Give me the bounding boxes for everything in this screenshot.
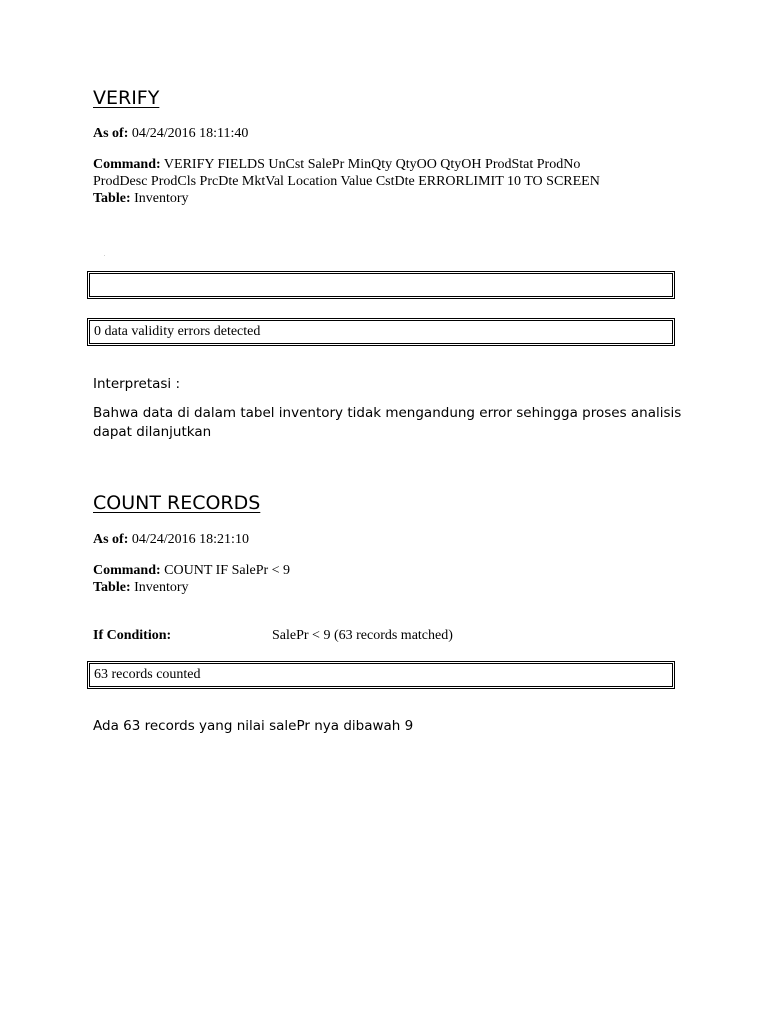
count-result-box <box>87 661 675 689</box>
count-table-line <box>93 579 673 596</box>
verify-result-text: 0 data validity errors detected <box>94 324 261 339</box>
count-command-block <box>93 562 673 596</box>
verify-command-block <box>93 156 673 207</box>
verify-heading: VERIFY <box>93 87 160 109</box>
as-of-value: 04/24/2016 18:21:10 <box>131 532 249 547</box>
count-as-of <box>93 531 249 548</box>
verify-empty-box <box>87 271 675 299</box>
interpretation-label: Interpretasi : <box>93 376 181 392</box>
verify-result-box <box>87 318 675 346</box>
verify-table-line <box>93 190 673 207</box>
if-condition-label: If Condition: <box>93 628 172 643</box>
command-value: COUNT IF SalePr < 9 <box>164 563 291 578</box>
conclusion-text: Ada 63 records yang nilai salePr nya dibawah 9 <box>93 718 414 734</box>
command-value-line2: ProdDesc ProdCls PrcDte MktVal Location Value CstDte ERRORLIMIT 10 TO SCREEN <box>93 174 600 189</box>
as-of-label: As of: <box>93 532 129 547</box>
verify-as-of <box>93 125 248 142</box>
if-condition-row <box>93 627 171 644</box>
command-value-line1: VERIFY FIELDS UnCst SalePr MinQty QtyOO QtyOH ProdStat ProdNo <box>163 157 581 172</box>
count-records-heading: COUNT RECORDS <box>93 492 261 514</box>
interpretation-text: Bahwa data di dalam tabel inventory tidak mengandung error sehingga proses analisis dapat dilanjutkan <box>93 405 682 440</box>
table-value: Inventory <box>134 580 189 595</box>
count-command-line <box>93 562 673 579</box>
command-label: Command: <box>93 157 161 172</box>
table-label: Table: <box>93 191 131 206</box>
stray-dot <box>104 255 105 256</box>
command-label: Command: <box>93 563 161 578</box>
count-result-text: 63 records counted <box>94 667 201 682</box>
table-value: Inventory <box>134 191 189 206</box>
as-of-value: 04/24/2016 18:11:40 <box>131 126 249 141</box>
as-of-label: As of: <box>93 126 129 141</box>
verify-command-line1 <box>93 156 673 173</box>
table-label: Table: <box>93 580 131 595</box>
if-condition-value: SalePr < 9 (63 records matched) <box>272 628 453 643</box>
